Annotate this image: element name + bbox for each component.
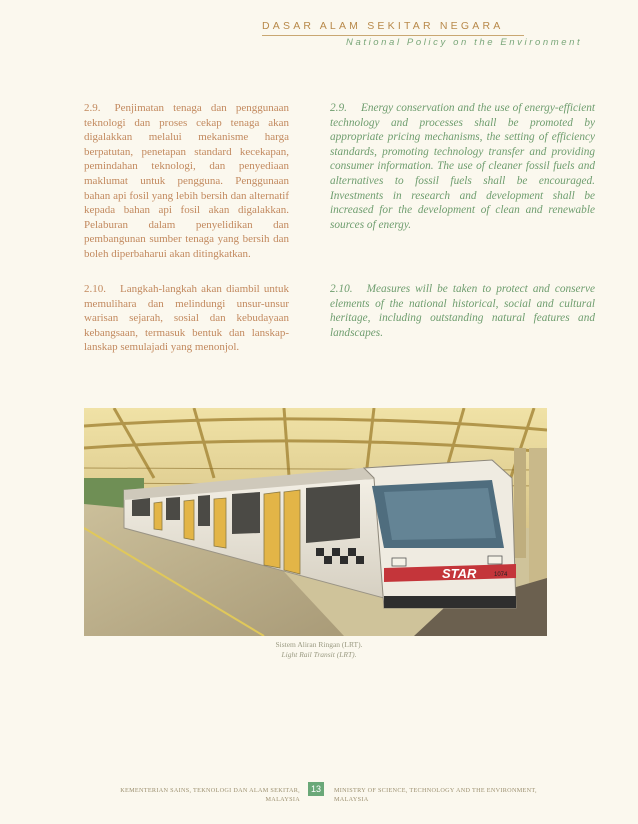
footer-left-line2: MALAYSIA	[265, 796, 300, 803]
train-logo: STAR	[442, 566, 477, 581]
header-title-english: National Policy on the Environment	[346, 37, 583, 48]
footer-left-line1: KEMENTERIAN SAINS, TEKNOLOGI DAN ALAM SEKITAR,	[120, 787, 300, 794]
footer-ministry-english	[334, 786, 594, 804]
section-2-9-english	[330, 101, 595, 232]
section-number: 2.9.	[84, 102, 101, 114]
lrt-train-photo	[84, 408, 547, 636]
section-text: Energy conservation and the use of energy-efficient technology and processes shall be promoted by appropriate pricing mechanisms, the setting of efficiency standards, promoting technology transfer and providing consumer information. The use of cleaner fossil fuels and alternatives to fossil fuels shall be encouraged. Investments in research and development shall be increased for the development of clean and renewable sources of energy.	[330, 102, 595, 231]
photo-caption	[0, 640, 638, 660]
section-number: 2.10.	[84, 283, 106, 295]
section-2-10-malay	[84, 282, 289, 355]
train-number: 1074	[494, 572, 508, 578]
section-2-10-english	[330, 282, 595, 340]
section-number: 2.10.	[330, 283, 353, 295]
footer-right-line1: MINISTRY OF SCIENCE, TECHNOLOGY AND THE ENVIRONMENT,	[334, 787, 537, 794]
footer-ministry-malay	[90, 786, 300, 804]
header-title-malay: DASAR ALAM SEKITAR NEGARA	[262, 20, 504, 32]
section-2-9-malay	[84, 101, 289, 262]
page-number-badge: 13	[308, 782, 324, 796]
section-text: Penjimatan tenaga dan penggunaan teknologi dan proses cekap tenaga akan digalakkan melalui mekanisme harga berpatutan, penetapan standard kecekapan, pemindahan teknologi, dan penyediaan maklumat untuk pengguna. Penggunaan bahan api fosil yang lebih bersih dan alternatif kepada bahan api fosil akan digalakkan. Pelaburan dalam penyelidikan dan pembangunan sumber tenaga yang bersih dan boleh diperbaharui akan ditingkatkan.	[84, 102, 289, 260]
caption-malay: Sistem Aliran Ringan (LRT).	[275, 640, 363, 649]
caption-english: Light Rail Transit (LRT).	[281, 650, 357, 659]
footer-right-line2: MALAYSIA	[334, 796, 369, 803]
section-number: 2.9.	[330, 102, 347, 114]
section-text: Measures will be taken to protect and conserve elements of the national historical, social and cultural heritage, including outstanding natural features and landscapes.	[330, 283, 595, 339]
header-divider	[262, 35, 524, 36]
lrt-train-illustration	[84, 408, 547, 636]
section-text: Langkah-langkah akan diambil untuk memulihara dan melindungi unsur-unsur warisan sejarah, sosial dan kebudayaan kebangsaan, termasuk bentuk dan lanskap-lanskap semulajadi yang menonjol.	[84, 283, 289, 354]
